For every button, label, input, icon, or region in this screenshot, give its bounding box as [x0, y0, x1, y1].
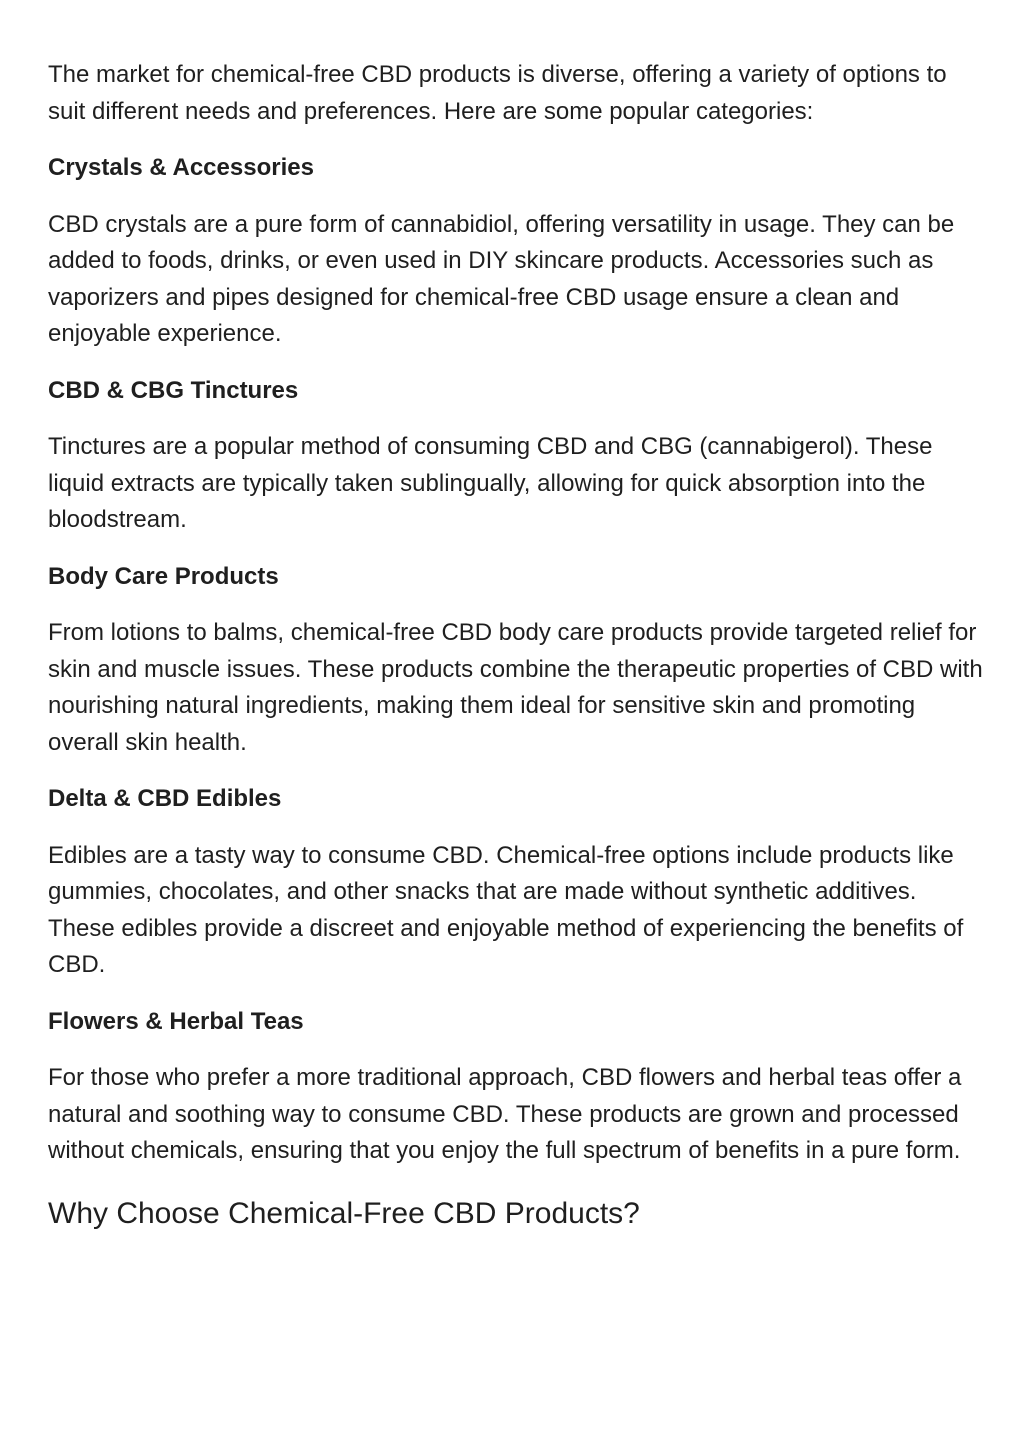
section-heading-flowers: Flowers & Herbal Teas	[48, 1007, 304, 1035]
section-heading-tinctures: CBD & CBG Tinctures	[48, 376, 299, 404]
why-choose-heading: Why Choose Chemical-Free CBD Products?	[48, 1196, 640, 1230]
section-body-flowers: For those who prefer a more traditional approach, CBD flowers and herbal teas offer a natural and soothing way to consume CBD. These products are grown and processed without chemicals, ensuring that you enjoy the full spectrum of benefits in a pure form.	[48, 1064, 962, 1164]
section-body-crystals: CBD crystals are a pure form of cannabidiol, offering versatility in usage. They can be added to foods, drinks, or even used in DIY skincare products. Accessories such as vaporizers and pipes designed for chemical-free CBD usage ensure a clean and enjoyable experience.	[48, 210, 955, 347]
section-heading-body-care: Body Care Products	[48, 562, 279, 590]
section-heading-edibles: Delta & CBD Edibles	[48, 785, 282, 812]
section-body-edibles: Edibles are a tasty way to consume CBD. Chemical-free options include products like gummies, chocolates, and other snacks that are made without synthetic additives. These edibles provide a discreet and enjoyable method of experiencing the benefits of CBD.	[48, 841, 964, 978]
section-body-body-care: From lotions to balms, chemical-free CBD body care products provide targeted relief for skin and muscle issues. These products combine the therapeutic properties of CBD with nourishing natural ingredients, making them ideal for sensitive skin and promoting overall skin health.	[48, 619, 983, 756]
section-body-tinctures: Tinctures are a popular method of consuming CBD and CBG (cannabigerol). These liquid extracts are typically taken sublingually, allowing for quick absorption into the bloodstream.	[48, 433, 933, 533]
intro-paragraph: The market for chemical-free CBD products is diverse, offering a variety of options to suit different needs and preferences. Here are some popular categories:	[48, 61, 947, 125]
section-heading-crystals: Crystals & Accessories	[48, 154, 314, 181]
